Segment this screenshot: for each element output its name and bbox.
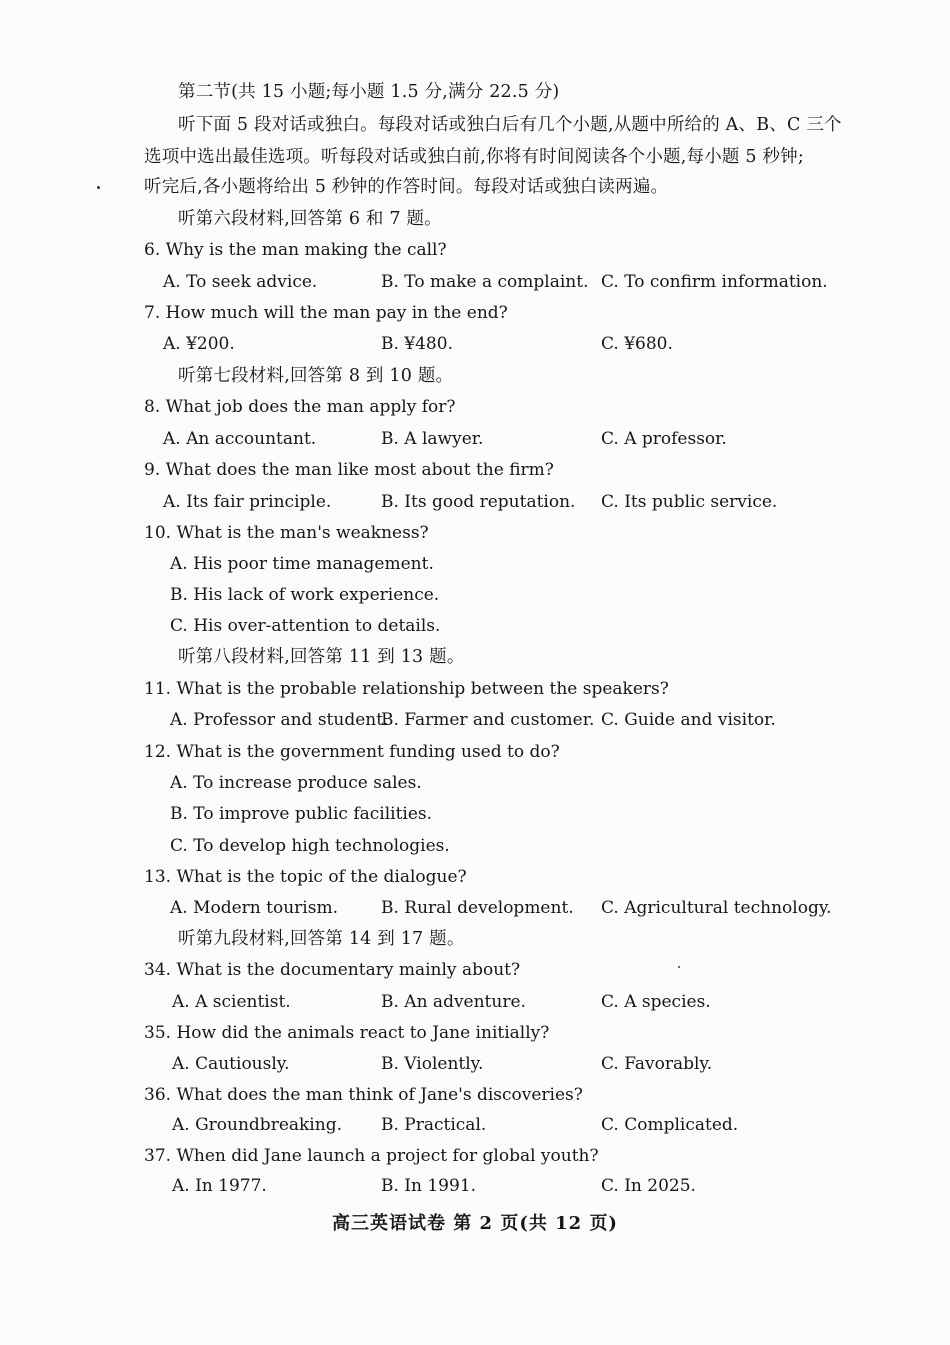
question-stem: 9. What does the man like most about the firm? xyxy=(144,460,554,480)
option-c: C. Guide and visitor. xyxy=(601,710,776,730)
instruction-line-1: 听下面 5 段对话或独白。每段对话或独白后有几个小题,从题中所给的 A、B、C 三个 xyxy=(178,115,842,135)
question-stem: 7. How much will the man pay in the end? xyxy=(144,303,508,323)
question-stem: 11. What is the probable relationship between the speakers? xyxy=(144,679,669,699)
option-b: B. ¥480. xyxy=(381,334,453,354)
option-b: B. In 1991. xyxy=(381,1176,477,1196)
option-b: B. A lawyer. xyxy=(381,429,484,449)
option-a: A. Cautiously. xyxy=(172,1054,290,1074)
option-c: C. To develop high technologies. xyxy=(170,836,450,856)
question-stem: 37. When did Jane launch a project for global youth? xyxy=(144,1146,599,1166)
scan-speck xyxy=(678,966,680,968)
scan-speck xyxy=(97,186,100,189)
instruction-line-2: 选项中选出最佳选项。听每段对话或独白前,你将有时间阅读各个小题,每小题 5 秒钟; xyxy=(144,147,804,167)
option-b: B. Its good reputation. xyxy=(381,492,576,512)
question-stem: 10. What is the man's weakness? xyxy=(144,523,429,543)
option-a: A. ¥200. xyxy=(163,334,235,354)
option-a: A. A scientist. xyxy=(172,992,291,1012)
option-a: A. To seek advice. xyxy=(163,272,318,292)
option-b: B. To improve public facilities. xyxy=(170,804,433,824)
option-c: C. To confirm information. xyxy=(601,272,828,292)
instruction-line-3: 听完后,各小题将给出 5 秒钟的作答时间。每段对话或独白读两遍。 xyxy=(144,177,669,197)
option-a: A. In 1977. xyxy=(172,1176,267,1196)
option-a: A. Its fair principle. xyxy=(163,492,332,512)
question-stem: 8. What job does the man apply for? xyxy=(144,397,456,417)
option-a: A. Modern tourism. xyxy=(170,898,338,918)
page-footer: 高三英语试卷 第 2 页(共 12 页) xyxy=(332,1213,618,1234)
option-a: A. Groundbreaking. xyxy=(172,1115,342,1135)
option-a: A. His poor time management. xyxy=(170,554,434,574)
question-stem: 34. What is the documentary mainly about? xyxy=(144,960,521,980)
group-header: 听第七段材料,回答第 8 到 10 题。 xyxy=(178,366,454,386)
option-a: A. To increase produce sales. xyxy=(170,773,422,793)
option-c: C. A professor. xyxy=(601,429,727,449)
question-stem: 36. What does the man think of Jane's discoveries? xyxy=(144,1085,583,1105)
group-header: 听第九段材料,回答第 14 到 17 题。 xyxy=(178,929,465,949)
option-c: C. Its public service. xyxy=(601,492,778,512)
question-stem: 35. How did the animals react to Jane initially? xyxy=(144,1023,550,1043)
section-title: 第二节(共 15 小题;每小题 1.5 分,满分 22.5 分) xyxy=(178,82,560,102)
question-stem: 12. What is the government funding used to do? xyxy=(144,742,560,762)
option-b: B. Rural development. xyxy=(381,898,574,918)
question-stem: 6. Why is the man making the call? xyxy=(144,240,447,260)
option-a: A. Professor and student. xyxy=(170,710,389,730)
option-b: B. Farmer and customer. xyxy=(381,710,595,730)
option-c: C. His over-attention to details. xyxy=(170,616,441,636)
question-stem: 13. What is the topic of the dialogue? xyxy=(144,867,467,887)
group-header: 听第八段材料,回答第 11 到 13 题。 xyxy=(178,647,465,667)
option-b: B. An adventure. xyxy=(381,992,526,1012)
option-c: C. Favorably. xyxy=(601,1054,713,1074)
option-b: B. Practical. xyxy=(381,1115,487,1135)
option-b: B. Violently. xyxy=(381,1054,484,1074)
option-c: C. ¥680. xyxy=(601,334,673,354)
option-c: C. In 2025. xyxy=(601,1176,696,1196)
option-c: C. Complicated. xyxy=(601,1115,739,1135)
option-b: B. To make a complaint. xyxy=(381,272,589,292)
option-b: B. His lack of work experience. xyxy=(170,585,440,605)
option-c: C. A species. xyxy=(601,992,711,1012)
group-header: 听第六段材料,回答第 6 和 7 题。 xyxy=(178,209,442,229)
option-a: A. An accountant. xyxy=(163,429,317,449)
option-c: C. Agricultural technology. xyxy=(601,898,832,918)
